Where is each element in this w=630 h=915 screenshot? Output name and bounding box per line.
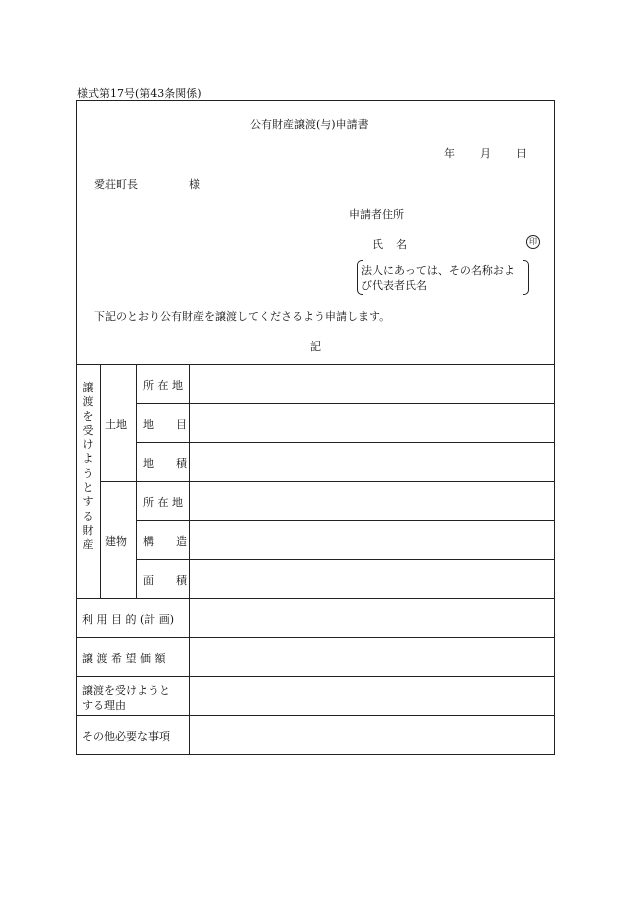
land-location-label: 所 在 地 (143, 379, 183, 392)
note-bracket-right (523, 260, 529, 295)
seal-mark: 印 (526, 235, 540, 249)
building-structure-label: 構 造 (143, 535, 187, 548)
applicant-name-label-2: 名 (396, 238, 407, 251)
date-month-label: 月 (480, 147, 491, 160)
transfer-reason-field[interactable] (190, 677, 554, 715)
form-title: 公有財産譲渡(与)申請書 (250, 118, 369, 131)
application-statement: 下記のとおり公有財産を譲渡してくださるよう申請します。 (94, 310, 391, 323)
ki-heading: 記 (310, 340, 321, 353)
building-category-label: 建物 (105, 535, 127, 548)
column-divider (136, 364, 137, 598)
desired-price-field[interactable] (190, 638, 554, 676)
usage-purpose-field[interactable] (190, 599, 554, 637)
land-area-label: 地 積 (143, 457, 187, 470)
addressee-honorific: 様 (189, 178, 200, 191)
desired-price-label: 譲 渡 希 望 価 額 (82, 652, 166, 665)
column-divider (100, 364, 101, 598)
land-location-field[interactable] (190, 365, 554, 403)
building-area-label: 面 積 (143, 574, 187, 587)
corporate-note-line2: び代表者氏名 (361, 279, 427, 292)
transfer-reason-label-line1: 譲渡を受けようと (82, 684, 170, 697)
building-area-field[interactable] (190, 560, 554, 598)
other-matters-label: その他必要な事項 (82, 730, 170, 743)
form-number-label: 様式第17号(第43条関係) (77, 87, 202, 100)
transfer-reason-label-line2: する理由 (82, 699, 126, 712)
date-day-label: 日 (516, 147, 527, 160)
applicant-name-label-1: 氏 (372, 238, 383, 251)
land-category-label: 土地 (105, 418, 127, 431)
other-matters-field[interactable] (190, 716, 554, 754)
addressee-name: 愛荘町長 (94, 178, 138, 191)
building-location-field[interactable] (190, 482, 554, 520)
corporate-note-line1: 法人にあっては、その名称およ (361, 264, 515, 277)
property-vertical-label: 譲 渡 を 受 け よ う と す る 財 産 (82, 381, 94, 552)
building-location-label: 所 在 地 (143, 496, 183, 509)
building-structure-field[interactable] (190, 521, 554, 559)
land-area-field[interactable] (190, 443, 554, 481)
land-category-type-label: 地 目 (143, 418, 187, 431)
date-year-label: 年 (444, 147, 455, 160)
applicant-address-label: 申請者住所 (349, 208, 404, 221)
usage-purpose-label: 利 用 目 的 (計 画) (82, 613, 175, 626)
land-category-field[interactable] (190, 404, 554, 442)
